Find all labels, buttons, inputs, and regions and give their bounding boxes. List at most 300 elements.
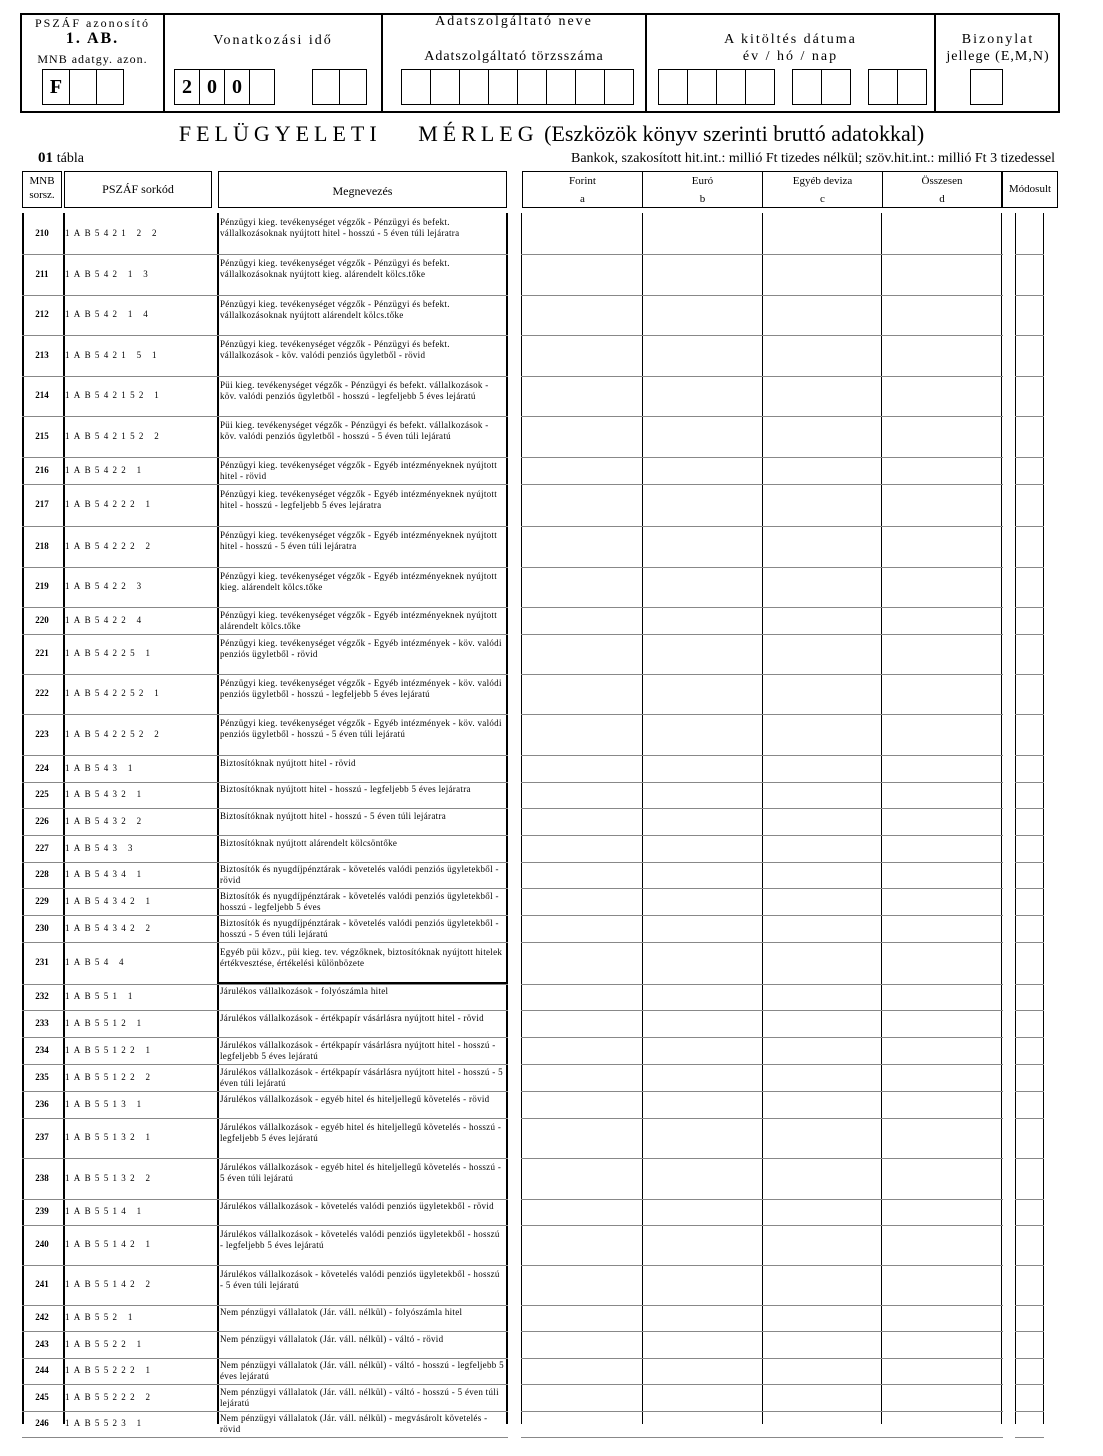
modosult-cell[interactable] [1016,1358,1043,1384]
modosult-cell[interactable] [1016,1158,1043,1199]
egyeb-deviza-cell[interactable] [763,942,880,984]
osszesen-cell[interactable] [882,1358,1000,1384]
table-row [22,416,1044,457]
table-row [22,1199,1044,1225]
osszesen-cell[interactable] [882,862,1000,888]
modosult-cell[interactable] [1016,1331,1043,1358]
forint-cell[interactable] [522,335,641,376]
modosult-cell[interactable] [1016,526,1043,567]
modosult-cell[interactable] [1016,1091,1043,1118]
forint-cell[interactable] [522,607,641,634]
row-megnevezes: Nem pénzügyi vállalatok (Jár. váll. nélkül) - váltó - hosszú - legfeljebb 5 éves lejáratú [220,1360,504,1381]
euro-cell[interactable] [643,634,761,674]
year-digit-4[interactable] [249,69,275,105]
row-megnevezes: Járulékos vállalkozások - követelés valódi penziós ügyletekből - rövid [220,1201,494,1211]
egyeb-deviza-cell[interactable] [763,888,880,915]
forint-cell[interactable] [522,567,641,607]
egyeb-deviza-cell[interactable] [763,1305,880,1331]
euro-cell[interactable] [643,1199,761,1225]
egyeb-deviza-cell[interactable] [763,607,880,634]
modosult-cell[interactable] [1016,782,1043,808]
row-number: 240 [35,1239,49,1249]
osszesen-cell[interactable] [882,567,1000,607]
osszesen-cell[interactable] [882,835,1000,862]
forint-cell[interactable] [522,526,641,567]
egyeb-deviza-cell[interactable] [763,526,880,567]
row-sorkod: 1AB55222 1 [65,1365,155,1375]
row-number: 238 [35,1172,49,1183]
section-rule [217,982,508,984]
euro-cell[interactable] [643,1010,761,1037]
egyeb-deviza-cell[interactable] [763,376,880,416]
year-digit-1[interactable]: 2 [174,69,200,105]
row-sorkod: 1AB5432 1 [65,789,146,799]
torzsszam-label: Adatszolgáltató törzsszáma [424,49,604,64]
egyeb-deviza-cell[interactable] [763,1384,880,1411]
forint-cell[interactable] [522,1091,641,1118]
osszesen-cell[interactable] [882,526,1000,567]
torzsszam-box-7[interactable] [575,69,605,105]
forint-cell[interactable] [522,1358,641,1384]
osszesen-cell[interactable] [882,254,1000,295]
egyeb-deviza-cell[interactable] [763,335,880,376]
euro-cell[interactable] [643,1037,761,1064]
egyeb-deviza-cell[interactable] [763,416,880,457]
egyeb-deviza-cell[interactable] [763,1118,880,1158]
modosult-cell[interactable] [1016,915,1043,942]
row-megnevezes: Pénzügyi kieg. tevékenységet végzők - Egyéb intézmények - köv. valódi penziós ügyletből - hosszú - 5 éven túli lejáratú [220,718,502,739]
egyeb-deviza-cell[interactable] [763,1158,880,1199]
forint-cell[interactable] [522,782,641,808]
modosult-cell[interactable] [1016,376,1043,416]
euro-cell[interactable] [643,1358,761,1384]
euro-cell[interactable] [643,782,761,808]
modosult-cell[interactable] [1016,808,1043,835]
euro-cell[interactable] [643,862,761,888]
row-megnevezes: Nem pénzügyi vállalatok (Jár. váll. nélkül) - megvásárolt követelés - rövid [220,1413,488,1434]
osszesen-cell[interactable] [882,1225,1000,1265]
date-year-3[interactable] [716,69,746,105]
row-megnevezes: Járulékos vállalkozások - követelés valódi penziós ügyletekből - hosszú - 5 éven túli lejáratú [220,1268,500,1290]
bizonylat-label: Bizonylat [961,32,1035,47]
row-number: 232 [35,991,49,1001]
osszesen-cell[interactable] [882,484,1000,526]
modosult-cell[interactable] [1016,1199,1043,1225]
row-separator [1015,1437,1044,1438]
row-megnevezes: Pénzügyi kieg. tevékenységet végzők - Egyéb intézményeknek nyújtott hitel - hosszú - 5 éven túli lejáratra [220,530,498,551]
row-sorkod: 1AB54222 2 [65,540,155,551]
osszesen-cell[interactable] [882,915,1000,942]
modosult-cell[interactable] [1016,213,1043,254]
modosult-cell[interactable] [1016,607,1043,634]
table-row [22,888,1044,915]
year-digit-2[interactable]: 0 [199,69,225,105]
osszesen-cell[interactable] [882,335,1000,376]
modosult-cell[interactable] [1016,335,1043,376]
modosult-cell[interactable] [1016,942,1043,984]
osszesen-cell[interactable] [882,376,1000,416]
euro-cell[interactable] [643,1064,761,1091]
row-separator [22,1437,64,1438]
egyeb-deviza-cell[interactable] [763,915,880,942]
euro-cell[interactable] [643,484,761,526]
euro-cell[interactable] [643,1411,761,1437]
osszesen-cell[interactable] [882,942,1000,984]
osszesen-cell[interactable] [882,714,1000,755]
row-sorkod: 1AB55122 2 [65,1071,155,1082]
osszesen-cell[interactable] [882,808,1000,835]
row-megnevezes: Járulékos vállalkozások - folyószámla hitel [220,986,389,996]
forint-cell[interactable] [522,1384,641,1411]
row-number: 217 [35,499,49,509]
egyeb-deviza-cell[interactable] [763,1358,880,1384]
modosult-cell[interactable] [1016,862,1043,888]
euro-cell[interactable] [643,942,761,984]
table-row [22,915,1044,942]
forint-cell[interactable] [522,1158,641,1199]
modosult-cell[interactable] [1016,254,1043,295]
row-sorkod: 1AB5522 1 [65,1338,146,1349]
forint-cell[interactable] [522,1199,641,1225]
row-sorkod: 1AB54222 1 [65,499,155,509]
egyeb-deviza-cell[interactable] [763,835,880,862]
row-sorkod: 1AB543 1 [65,762,137,773]
euro-cell[interactable] [643,808,761,835]
table-row [22,1358,1044,1384]
table-row [22,942,1044,984]
row-sorkod: 1AB542252 2 [65,728,164,739]
mnb-box-2[interactable] [69,69,97,105]
torzsszam-box-1[interactable] [401,69,431,105]
egyeb-deviza-cell[interactable] [763,674,880,714]
modosult-cell[interactable] [1016,1265,1043,1305]
table-row [22,1305,1044,1331]
euro-cell[interactable] [643,1265,761,1305]
euro-cell[interactable] [643,835,761,862]
euro-cell[interactable] [643,213,761,254]
month-digit-1[interactable] [312,69,340,105]
forint-cell[interactable] [522,1225,641,1265]
forint-cell[interactable] [522,1037,641,1064]
modosult-cell[interactable] [1016,416,1043,457]
egyeb-deviza-cell[interactable] [763,254,880,295]
date-day-2[interactable] [897,69,927,105]
row-megnevezes: Biztosítók és nyugdíjpénztárak - követelés valódi penziós ügyletekből - hosszú - legfeljebb 5 éves [220,890,499,912]
row-sorkod: 1AB5513 1 [65,1098,146,1109]
egyeb-deviza-cell[interactable] [763,457,880,484]
col-header-forint: Forint a [522,171,643,208]
euro-cell[interactable] [643,526,761,567]
euro-cell[interactable] [643,984,761,1010]
modosult-cell[interactable] [1016,295,1043,335]
euro-cell[interactable] [643,335,761,376]
egyeb-deviza-cell[interactable] [763,1411,880,1437]
forint-cell[interactable] [522,915,641,942]
bizonylat-box[interactable] [970,69,1003,105]
date-month-1[interactable] [792,69,822,105]
forint-cell[interactable] [522,888,641,915]
modosult-cell[interactable] [1016,567,1043,607]
row-megnevezes: Nem pénzügyi vállalatok (Jár. váll. nélkül) - váltó - rövid [220,1333,444,1344]
euro-cell[interactable] [643,1091,761,1118]
date-year-4[interactable] [745,69,775,105]
forint-cell[interactable] [522,1010,641,1037]
modosult-cell[interactable] [1016,484,1043,526]
euro-cell[interactable] [643,567,761,607]
forint-cell[interactable] [522,835,641,862]
euro-cell[interactable] [643,1384,761,1411]
osszesen-cell[interactable] [882,1331,1000,1358]
modosult-cell[interactable] [1016,1225,1043,1265]
modosult-cell[interactable] [1016,674,1043,714]
row-number: 239 [35,1206,49,1216]
osszesen-cell[interactable] [882,984,1000,1010]
row-number: 218 [35,540,49,551]
kitoltes-label: A kitöltés dátuma [724,32,857,47]
modosult-cell[interactable] [1016,1118,1043,1158]
euro-cell[interactable] [643,416,761,457]
euro-cell[interactable] [643,755,761,782]
euro-cell[interactable] [643,1158,761,1199]
egyeb-deviza-cell[interactable] [763,295,880,335]
euro-cell[interactable] [643,295,761,335]
row-megnevezes: Pénzügyi kieg. tevékenységet végzők - Pénzügyi és befekt. vállalkozások - köv. valódi penziós ügyletből - rövid [220,339,450,360]
egyeb-deviza-cell[interactable] [763,984,880,1010]
osszesen-cell[interactable] [882,1265,1000,1305]
osszesen-cell[interactable] [882,674,1000,714]
modosult-cell[interactable] [1016,835,1043,862]
euro-cell[interactable] [643,1305,761,1331]
modosult-cell[interactable] [1016,634,1043,674]
egyeb-deviza-cell[interactable] [763,213,880,254]
euro-cell[interactable] [643,888,761,915]
modosult-cell[interactable] [1016,1384,1043,1411]
euro-cell[interactable] [643,915,761,942]
row-sorkod: 1AB5512 1 [65,1017,146,1028]
row-number: 230 [35,922,49,933]
torzsszam-box-2[interactable] [430,69,460,105]
forint-cell[interactable] [522,254,641,295]
modosult-cell[interactable] [1016,457,1043,484]
forint-cell[interactable] [522,714,641,755]
egyeb-deviza-cell[interactable] [763,1199,880,1225]
table-row [22,862,1044,888]
modosult-cell[interactable] [1016,1305,1043,1331]
forint-cell[interactable] [522,1265,641,1305]
modosult-cell[interactable] [1016,888,1043,915]
row-number: 235 [35,1071,49,1082]
osszesen-cell[interactable] [882,1305,1000,1331]
table-row [22,1064,1044,1091]
row-megnevezes: Járulékos vállalkozások - értékpapír vásárlásra nyújtott hitel - hosszú - legfeljebb 5 éves lejáratú [220,1039,496,1061]
egyeb-deviza-cell[interactable] [763,1265,880,1305]
osszesen-cell[interactable] [882,1158,1000,1199]
egyeb-deviza-cell[interactable] [763,862,880,888]
egyeb-deviza-cell[interactable] [763,634,880,674]
row-number: 213 [35,349,49,360]
mnb-box-3[interactable] [96,69,124,105]
euro-cell[interactable] [643,714,761,755]
row-number: 215 [35,430,49,441]
table-row [22,714,1044,755]
forint-cell[interactable] [522,1305,641,1331]
row-number: 243 [35,1338,49,1349]
egyeb-deviza-cell[interactable] [763,782,880,808]
col-header-megnevezes: Megnevezés [218,171,507,208]
row-number: 220 [35,614,49,625]
modosult-cell[interactable] [1016,1037,1043,1064]
egyeb-deviza-cell[interactable] [763,484,880,526]
table-row [22,1037,1044,1064]
egyeb-deviza-cell[interactable] [763,1091,880,1118]
forint-cell[interactable] [522,755,641,782]
osszesen-cell[interactable] [882,213,1000,254]
forint-cell[interactable] [522,376,641,416]
table-row [22,213,1044,254]
row-sorkod: 1AB542152 2 [65,430,164,441]
forint-cell[interactable] [522,942,641,984]
osszesen-cell[interactable] [882,607,1000,634]
row-megnevezes: Járulékos vállalkozások - egyéb hitel és hiteljellegű követelés - hosszú - 5 éven túli lejáratú [220,1162,502,1183]
forint-cell[interactable] [522,1064,641,1091]
forint-cell[interactable] [522,634,641,674]
kitoltes-sub-label: év / hó / nap [742,49,839,64]
table-number [38,150,84,167]
row-number: 233 [35,1017,49,1028]
osszesen-cell[interactable] [882,1384,1000,1411]
row-megnevezes: Biztosítók és nyugdíjpénztárak - követelés valódi penziós ügyletekből - rövid [220,864,499,885]
egyeb-deviza-cell[interactable] [763,714,880,755]
modosult-cell[interactable] [1016,1064,1043,1091]
row-megnevezes: Biztosítóknak nyújtott hitel - hosszú - 5 éven túli lejáratra [220,810,447,821]
row-megnevezes: Pénzügyi kieg. tevékenységet végzők - Egyéb intézményeknek nyújtott kieg. alárendelt kölcs.tőke [220,570,498,592]
forint-cell[interactable] [522,808,641,835]
month-digit-2[interactable] [339,69,367,105]
table-row [22,457,1044,484]
row-megnevezes: Nem pénzügyi vállalatok (Jár. váll. nélkül) - váltó - hosszú - 5 éven túli lejáratú [220,1386,499,1408]
torzsszam-box-3[interactable] [459,69,489,105]
page-title [0,121,1103,147]
forint-cell[interactable] [522,295,641,335]
forint-cell[interactable] [522,457,641,484]
forint-cell[interactable] [522,1411,641,1437]
egyeb-deviza-cell[interactable] [763,1037,880,1064]
egyeb-deviza-cell[interactable] [763,1064,880,1091]
row-separator [64,1437,218,1438]
row-sorkod: 1AB551 1 [65,991,137,1001]
osszesen-cell[interactable] [882,416,1000,457]
row-megnevezes: Püi kieg. tevékenységet végzők - Pénzügyi és befekt. vállalkozások - köv. valódi penziós ügyletből - hosszú - 5 éven túli lejáratú [220,420,489,441]
forint-cell[interactable] [522,674,641,714]
year-digit-3[interactable]: 0 [224,69,250,105]
osszesen-cell[interactable] [882,1091,1000,1118]
modosult-cell[interactable] [1016,755,1043,782]
euro-cell[interactable] [643,457,761,484]
forint-cell[interactable] [522,1331,641,1358]
table-row [22,808,1044,835]
modosult-cell[interactable] [1016,714,1043,755]
table-row [22,567,1044,607]
euro-cell[interactable] [643,607,761,634]
row-sorkod: 1AB543 3 [65,842,137,853]
osszesen-cell[interactable] [882,1037,1000,1064]
forint-cell[interactable] [522,862,641,888]
table-number-word: tábla [56,151,84,166]
table-row [22,755,1044,782]
osszesen-cell[interactable] [882,888,1000,915]
osszesen-cell[interactable] [882,1064,1000,1091]
date-month-2[interactable] [821,69,851,105]
forint-cell[interactable] [522,1118,641,1158]
row-sorkod: 1AB54225 1 [65,648,155,658]
euro-cell[interactable] [643,1118,761,1158]
table-row [22,526,1044,567]
torzsszam-box-5[interactable] [517,69,547,105]
row-sorkod: 1AB5514 1 [65,1206,146,1216]
euro-cell[interactable] [643,674,761,714]
forint-cell[interactable] [522,416,641,457]
row-megnevezes: Pénzügyi kieg. tevékenységet végzők - Pénzügyi és befekt. vállalkozásoknak nyújtott hitel - hosszú - 5 éven túli lejáratra [220,217,460,238]
row-number: 211 [35,268,49,279]
osszesen-cell[interactable] [882,1411,1000,1437]
date-day-1[interactable] [868,69,898,105]
row-sorkod: 1AB5422 1 [65,464,146,475]
euro-cell[interactable] [643,1225,761,1265]
row-megnevezes: Pénzügyi kieg. tevékenységet végzők - Egyéb intézményeknek nyújtott hitel - rövid [220,459,498,481]
euro-cell[interactable] [643,376,761,416]
table-row [22,634,1044,674]
egyeb-deviza-cell[interactable] [763,567,880,607]
modosult-cell[interactable] [1016,1411,1043,1437]
mnb-box-1[interactable]: F [42,69,70,105]
col-header-euro: Euró b [642,171,763,208]
row-number: 224 [35,762,49,773]
row-number: 236 [35,1098,49,1109]
osszesen-cell[interactable] [882,782,1000,808]
egyeb-deviza-cell[interactable] [763,808,880,835]
modosult-cell[interactable] [1016,1010,1043,1037]
osszesen-cell[interactable] [882,1010,1000,1037]
egyeb-deviza-cell[interactable] [763,755,880,782]
osszesen-cell[interactable] [882,634,1000,674]
egyeb-deviza-cell[interactable] [763,1010,880,1037]
osszesen-cell[interactable] [882,755,1000,782]
torzsszam-box-4[interactable] [488,69,518,105]
bizonylat-sub-label: jellege (E,M,N) [946,49,1050,64]
osszesen-cell[interactable] [882,295,1000,335]
osszesen-cell[interactable] [882,457,1000,484]
egyeb-deviza-cell[interactable] [763,1331,880,1358]
osszesen-cell[interactable] [882,1199,1000,1225]
forint-cell[interactable] [522,484,641,526]
modosult-cell[interactable] [1016,984,1043,1010]
euro-cell[interactable] [643,254,761,295]
mnb-label: MNB adatgy. azon. [37,52,148,66]
row-sorkod: 1AB5523 1 [65,1418,146,1428]
date-year-1[interactable] [658,69,688,105]
torzsszam-box-6[interactable] [546,69,576,105]
euro-cell[interactable] [643,1331,761,1358]
row-number: 214 [35,390,49,400]
date-year-2[interactable] [687,69,717,105]
forint-cell[interactable] [522,213,641,254]
forint-cell[interactable] [522,984,641,1010]
row-sorkod: 1AB55142 2 [65,1279,155,1289]
torzsszam-box-8[interactable] [604,69,634,105]
osszesen-cell[interactable] [882,1118,1000,1158]
egyeb-deviza-cell[interactable] [763,1225,880,1265]
row-megnevezes: Biztosítóknak nyújtott hitel - rövid [220,757,356,768]
